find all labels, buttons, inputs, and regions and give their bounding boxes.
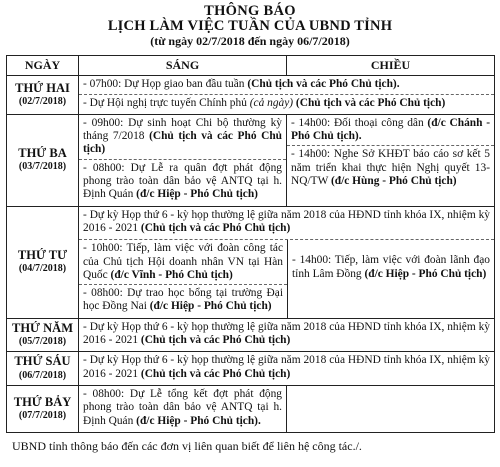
item-text: - Dự kỳ Họp thứ 6 - kỳ họp thường lệ giữa năm 2018 của HĐND tỉnh khóa IX, nhiệm kỳ 2016 - 2021 — [83, 320, 490, 347]
item-text: - Dự kỳ Họp thứ 6 - kỳ họp thường lệ giữa năm 2018 của HĐND tỉnh khóa IX, nhiệm kỳ 2016 - 2021 — [83, 354, 490, 380]
schedule-item — [83, 209, 490, 236]
schedule-table — [6, 55, 495, 433]
item-attendees: (đ/c Hùng - Phó Chủ tịch) — [330, 175, 457, 188]
friday-schedule — [79, 352, 495, 386]
item-text: - 09h00: Dự sinh hoạt Chi bộ thường kỳ tháng 7/2018 — [83, 116, 282, 143]
item-attendees: (Chủ tịch và các Phó Chủ tịch) — [140, 367, 291, 380]
table-row — [7, 318, 495, 352]
column-header-morning: SÁNG — [79, 56, 287, 76]
item-text: - 14h00: Tiếp, làm việc với đoàn lãnh đạo tỉnh Lâm Đồng — [292, 254, 490, 280]
item-attendees: (đ/c Hiệp - Phó Chủ tịch) — [364, 267, 487, 280]
table-row — [7, 352, 495, 386]
schedule-item — [83, 354, 490, 381]
day-cell — [7, 385, 79, 432]
table-row — [7, 385, 495, 432]
item-attendees: (đ/c Hiệp - Phó Chủ tịch). — [136, 414, 261, 427]
tuesday-afternoon — [287, 114, 495, 206]
schedule-item — [83, 117, 282, 157]
schedule-item — [291, 117, 490, 144]
day-name: THỨ NĂM — [12, 320, 73, 335]
saturday-morning — [79, 385, 287, 432]
day-cell — [7, 352, 79, 386]
thursday-schedule — [79, 318, 495, 352]
day-name: THỨ SÁU — [14, 354, 71, 369]
schedule-item — [83, 388, 282, 428]
schedule-item — [292, 254, 490, 281]
table-row — [7, 206, 495, 318]
saturday-afternoon — [287, 385, 495, 432]
day-name: THỨ TƯ — [17, 247, 68, 262]
item-text: - Dự kỳ Họp thứ 6 - kỳ họp thường lệ giữa năm 2018 của HĐND tỉnh khóa IX, nhiệm kỳ 2016 - 2021 — [83, 208, 490, 234]
item-attendees: (đ/c Hiệp - Phó Chủ tịch) — [136, 188, 258, 201]
schedule-item — [291, 148, 490, 188]
monday-schedule — [79, 76, 495, 115]
wednesday-schedule — [79, 206, 495, 318]
item-text: - 08h00: Dự Lễ tổng kết đợt phát động phong trào toàn dân bảo vệ ANTQ tại h. Định Quán — [83, 387, 282, 427]
day-cell — [7, 318, 79, 352]
item-attendees: (Chủ tịch và các Phó Chủ tịch) — [140, 334, 291, 347]
schedule-item — [83, 287, 283, 314]
table-row — [7, 76, 495, 115]
divider — [79, 284, 287, 285]
day-date: (02/7/2018) — [18, 96, 67, 108]
schedule-item — [83, 97, 490, 110]
schedule-item — [83, 242, 283, 282]
wednesday-afternoon — [288, 240, 494, 317]
item-text: - 07h00: Dự Họp giao ban đầu tuần — [83, 78, 248, 91]
tuesday-morning — [79, 114, 287, 206]
day-name: THỨ HAI — [15, 80, 70, 95]
item-attendees: (Chủ tịch và các Phó Chủ tịch). — [247, 78, 400, 91]
item-attendees: (đ/c Hiệp - Phó Chủ tịch) — [149, 300, 272, 313]
day-cell — [7, 114, 79, 206]
table-header-row — [7, 56, 495, 76]
item-attendees: (Chủ tịch và các Phó Chủ tịch) — [83, 130, 282, 156]
day-name: THỨ BA — [18, 145, 67, 160]
schedule-subtitle: LỊCH LÀM VIỆC TUẦN CỦA UBND TỈNH — [107, 18, 393, 34]
wednesday-fullday — [79, 207, 494, 240]
item-attendees: (đ/c Vĩnh - Phó Chủ tịch) — [110, 268, 233, 281]
table-row — [7, 114, 495, 206]
day-date: (03/7/2018) — [18, 161, 67, 173]
day-cell — [7, 76, 79, 115]
day-date: (06/7/2018) — [18, 369, 67, 381]
item-text: - Dự Hội nghị trực tuyến Chính phủ — [83, 96, 250, 109]
schedule-item — [83, 162, 282, 202]
wednesday-morning — [79, 240, 288, 317]
item-text: - 10h00: Tiếp, làm việc với đoàn công tác của Chủ tịch Hội doanh nhân VN tại Hàn Quốc — [83, 242, 283, 281]
day-date: (04/7/2018) — [18, 263, 67, 275]
item-text: - 08h00: Dự trao học bổng tại trường Đại học Đồng Nai — [83, 287, 283, 313]
divider — [79, 159, 286, 160]
notice-title: THÔNG BÁO — [204, 3, 296, 19]
schedule-item — [83, 321, 490, 348]
column-header-afternoon: CHIỀU — [287, 56, 495, 76]
date-range: (từ ngày 02/7/2018 đến ngày 06/7/2018) — [150, 34, 350, 48]
day-date: (07/7/2018) — [18, 409, 67, 421]
column-header-day: NGÀY — [7, 56, 79, 76]
day-cell — [7, 206, 79, 318]
schedule-item — [83, 78, 490, 91]
item-attendees: (Chủ tịch và các Phó Chủ tịch) — [140, 221, 291, 234]
item-text: - 08h00: Dự Lễ ra quân đợt phát động phong trào toàn dân bảo vệ ANTQ tại h. Định Quán — [83, 161, 282, 201]
day-name: THỨ BẢY — [13, 394, 72, 409]
item-attendees: (Chủ tịch và các Phó Chủ tịch) — [293, 96, 446, 109]
item-text: - 14h00: Nghe Sở KHĐT báo cáo sơ kết 5 năm triển khai thực hiện Nghị quyết 13-NQ/TW — [291, 148, 490, 188]
wednesday-split — [79, 239, 494, 317]
divider — [79, 94, 494, 95]
footer-note: UBND tỉnh thông báo đến các đơn vị liên quan biết để liên hệ công tác./. — [12, 438, 362, 453]
item-text: - 14h00: Đối thoại công dân — [291, 116, 428, 129]
item-attendees: (đ/c Chánh - Phó Chủ tịch). — [291, 116, 490, 143]
divider — [287, 145, 494, 146]
item-note: (cả ngày) — [249, 96, 294, 109]
header — [6, 4, 494, 49]
day-date: (05/7/2018) — [18, 336, 67, 348]
